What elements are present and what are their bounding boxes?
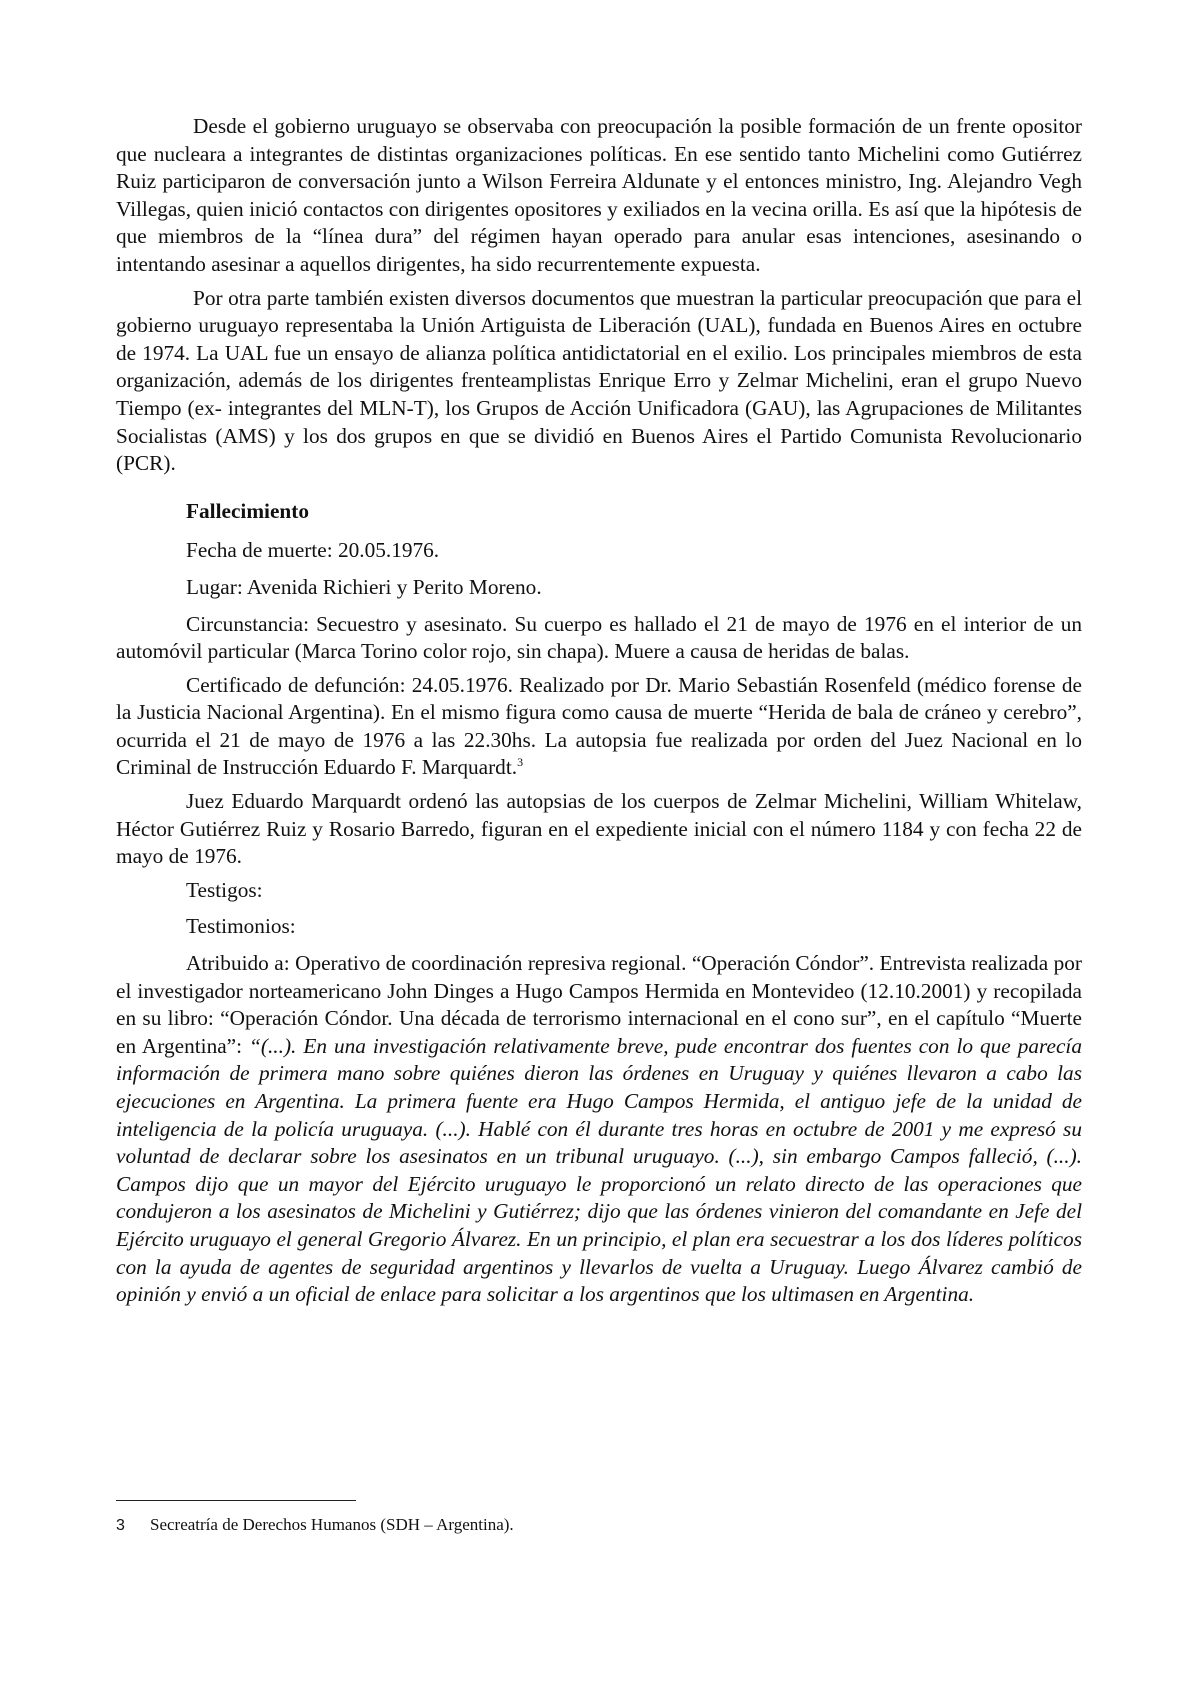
paragraph-juez: Juez Eduardo Marquardt ordenó las autopsias de los cuerpos de Zelmar Michelini, William Whitelaw, Héctor Gutiérrez Ruiz y Rosario Barredo, figuran en el expediente inicial con el número 1184 y con fecha 22 de mayo de 1976. bbox=[116, 789, 1082, 869]
paragraph-frente-opositor: Desde el gobierno uruguayo se observaba con preocupación la posible formación de un frente opositor que nucleara a integrantes de distintas organizaciones políticas. En ese sentido tanto Michelini como Gutiérrez Ruiz participaron de conversación junto a Wilson Ferreira Aldunate y el entonces ministro, Ing. Alejandro Vegh Villegas, quien inició contactos con dirigentes opositores y exiliados en la vecina orilla. Es así que la hipótesis de que miembros de la “línea dura” del régimen hayan operado para anular esas intenciones, asesinando o intentando asesinar a aquellos dirigentes, ha sido recurrentemente expuesta. bbox=[116, 114, 1082, 276]
footnote-number: 3 bbox=[116, 1517, 125, 1534]
paragraph-atribuido bbox=[116, 950, 1082, 1309]
paragraph-ual: Por otra parte también existen diversos documentos que muestran la particular preocupación que para el gobierno uruguayo representaba la Unión Artiguista de Liberación (UAL), fundada en Buenos Aires en octubre de 1974. La UAL fue un ensayo de alianza política antidictatorial en el exilio. Los principales miembros de esta organización, además de los dirigentes frenteamplistas Enrique Erro y Zelmar Michelini, eran el grupo Nuevo Tiempo (ex- integrantes del MLN-T), los Grupos de Acción Unificadora (GAU), las Agrupaciones de Militantes Socialistas (AMS) y los dos grupos en que se dividió en Buenos Aires el Partido Comunista Revolucionario (PCR). bbox=[116, 285, 1082, 476]
paragraph-circunstancia: Circunstancia: Secuestro y asesinato. Su cuerpo es hallado el 21 de mayo de 1976 en el interior de un automóvil particular (Marca Torino color rojo, sin chapa). Muere a causa de heridas de balas. bbox=[116, 611, 1082, 664]
certificado-text: Certificado de defunción: 24.05.1976. Realizado por Dr. Mario Sebastián Rosenfeld (médico forense de la Justicia Nacional Argentina). En el mismo figura como causa de muerte “Herida de bala de cráneo y cerebro”, ocurrida el 21 de mayo de 1976 a las 22.30hs. La autopsia fue realizada por orden del Juez Nacional en lo Criminal de Instrucción Eduardo F. Marquardt. bbox=[116, 672, 1082, 780]
paragraph-certificado-defuncion bbox=[116, 672, 1082, 782]
paragraph-testimonios: Testimonios: bbox=[186, 914, 296, 939]
section-heading-fallecimiento: Fallecimiento bbox=[186, 498, 310, 523]
atribuido-text: Atribuido a: Operativo de coordinación represiva regional. “Operación Cóndor”. Entrevista realizada por el investigador norteamericano John Dinges a Hugo Campos Hermida en Montevideo (12.10.2001) y recopilada en su libro: “Operación Cóndor. Una década de terrorismo internacional en el cono sur”, en el capítulo “Muerte en Argentina”: bbox=[116, 951, 1082, 1058]
footnote-divider bbox=[116, 1500, 356, 1501]
document-body bbox=[116, 113, 1082, 1315]
atribuido-quote: “(...). En una investigación relativamente breve, pude encontrar dos fuentes con lo que parecía información de primera mano sobre quiénes dieron las órdenes en Uruguay y quiénes llevaron a cabo las ejecuciones en Argentina. La primera fuente era Hugo Campos Hermida, el antiguo jefe de la unidad de inteligencia de la policía uruguaya. (...). Hablé con él durante tres horas en octubre de 2001 y me expresó su voluntad de declarar sobre los asesinatos en un tribunal uruguayo. (...), sin embargo Campos falleció, (...). Campos dijo que un mayor del Ejército uruguayo le proporcionó un relato directo de las operaciones que condujeron a los asesinatos de Michelini y Gutiérrez; dijo que las órdenes vinieron del comandante en Jefe del Ejército uruguayo el general Gregorio Álvarez. En un principio, el plan era secuestrar a los dos líderes políticos con la ayuda de agentes de seguridad argentinos y llevarlos de vuelta a Uruguay. Luego Álvarez cambió de opinión y envió a un oficial de enlace para solicitar a los argentinos que los ultimasen en Argentina. bbox=[116, 1033, 1082, 1307]
footnote-reference: 3 bbox=[517, 755, 524, 770]
paragraph-lugar: Lugar: Avenida Richieri y Perito Moreno. bbox=[186, 574, 542, 599]
paragraph-testigos: Testigos: bbox=[186, 877, 263, 902]
footnote bbox=[116, 1514, 1082, 1537]
footnote-text: Secreatría de Derechos Humanos (SDH – Argentina). bbox=[150, 1515, 514, 1534]
paragraph-fecha-muerte: Fecha de muerte: 20.05.1976. bbox=[186, 538, 440, 563]
